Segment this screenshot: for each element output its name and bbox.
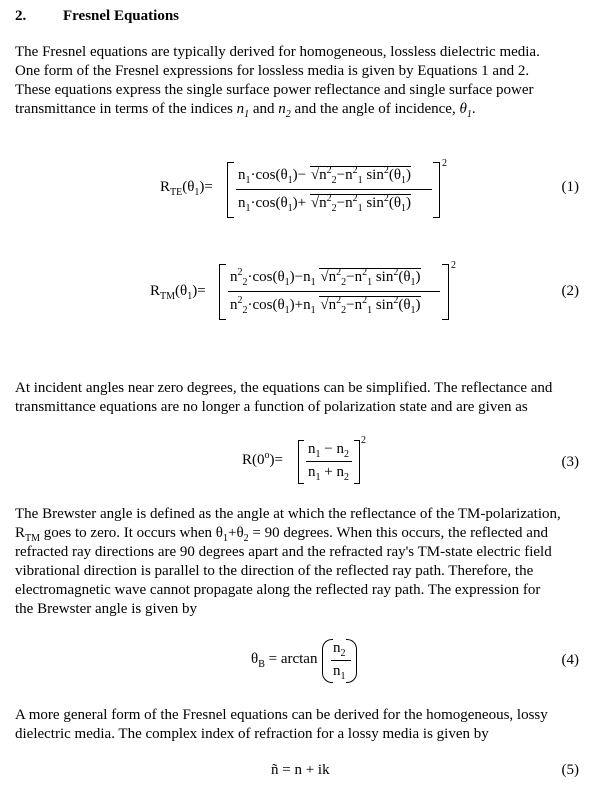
text-line: refracted ray directions are 90 degrees apart and the refracted ray's TM-state electric field <box>15 544 552 560</box>
eq2-power: 2 <box>451 260 456 271</box>
left-paren <box>322 639 333 683</box>
section-title: Fresnel Equations <box>63 8 179 24</box>
eq4-lhs: $\theta_B = \arctan$ <box>251 651 318 670</box>
eq2-lhs: $R_{TM}(\theta_1)=$ <box>150 283 206 302</box>
sqrt-radicand: $√n^2_2-n^2_1$ $\sin^2(\theta_1)$ <box>320 267 421 288</box>
sqrt-radicand: $√n^2_2-n^2_1$ $\sin^2(\theta_1)$ <box>310 165 412 186</box>
equation-1 <box>0 160 607 220</box>
paragraph-intro <box>15 43 595 119</box>
text-line: the Brewster angle is given by <box>15 601 198 617</box>
left-bracket <box>298 440 304 484</box>
right-paren <box>346 639 357 683</box>
section-number: 2. <box>15 8 27 24</box>
fraction-bar <box>228 291 440 292</box>
equation-number: (5) <box>561 762 579 778</box>
eq5-expression: ñ = n + ik <box>271 762 330 778</box>
eq3-denominator: $n_1 + n_2$ <box>308 464 349 483</box>
equation-2 <box>0 262 607 322</box>
eq2-numerator: $n^2_2\cdot\cos(\theta_1)-n_1$ $√n^2_2-n^2_1$ $\sin^2(\theta_1)$ <box>230 267 421 288</box>
eq2-denominator: $n^2_2\cdot\cos(\theta_1)+n_1$ $√n^2_2-n^2_1$ $\sin^2(\theta_1)$ <box>230 295 421 316</box>
eq4-numerator: $n_2$ <box>333 640 346 659</box>
equation-number: (4) <box>561 652 579 668</box>
equation-3 <box>0 435 607 488</box>
right-bracket <box>354 440 360 484</box>
right-bracket <box>433 162 440 218</box>
sqrt-radicand: $√n^2_2-n^2_1$ $\sin^2(\theta_1)$ <box>310 193 412 214</box>
eq1-power: 2 <box>442 158 447 169</box>
equation-number: (2) <box>561 283 579 299</box>
paragraph-brewster <box>15 505 595 619</box>
fraction-bar <box>236 189 432 190</box>
text-line: vibrational direction is parallel to the direction of the reflected ray path. Therefore, the <box>15 563 534 579</box>
text-line: A more general form of the Fresnel equations can be derived for the homogeneous, lossy <box>15 707 548 723</box>
eq3-power: 2 <box>361 435 366 446</box>
text-line: At incident angles near zero degrees, the equations can be simplified. The reflectance and <box>15 380 553 396</box>
equation-4 <box>0 638 607 688</box>
equation-number: (1) <box>561 179 579 195</box>
text-line: One form of the Fresnel expressions for lossless media is given by Equations 1 and 2. <box>15 63 530 79</box>
eq3-numerator: $n_1 - n_2$ <box>308 441 349 460</box>
text-line: transmittance in terms of the indices $n_1$ and $n_2$ and the angle of incidence, $\theta_1$. <box>15 101 476 120</box>
right-bracket <box>442 264 449 320</box>
fraction-bar <box>306 461 352 462</box>
sqrt-radicand: $√n^2_2-n^2_1$ $\sin^2(\theta_1)$ <box>320 295 421 316</box>
text-line: The Brewster angle is defined as the angle at which the reflectance of the TM-polarization, <box>15 506 561 522</box>
eq1-lhs: $R_{TE}(\theta_1)=$ <box>160 179 213 198</box>
paragraph-zero-angle <box>15 379 595 417</box>
eq1-denominator: $n_1\cdot\cos(\theta_1)+ √n^2_2-n^2_1$ $\sin^2(\theta_1)$ <box>238 193 412 214</box>
text-line: dielectric media. The complex index of refraction for a lossy media is given by <box>15 726 489 742</box>
text-line: These equations express the single surface power reflectance and single surface power <box>15 82 534 98</box>
eq4-denominator: $n_1$ <box>333 663 346 682</box>
equation-5 <box>0 760 607 784</box>
text-line: transmittance equations are no longer a function of polarization state and are given as <box>15 399 528 415</box>
text-line: electromagnetic wave cannot propagate along the reflected ray path. The expression for <box>15 582 541 598</box>
eq1-numerator: $n_1\cdot\cos(\theta_1)- √n^2_2-n^2_1$ $\sin^2(\theta_1)$ <box>238 165 412 186</box>
left-bracket <box>227 162 234 218</box>
section-heading <box>15 8 179 25</box>
fraction-bar <box>331 660 351 661</box>
equation-number: (3) <box>561 454 579 470</box>
text-line: $R_{TM}$ goes to zero. It occurs when $\theta_1+\theta_2 = 90$ degrees. When this occurs, the reflected and <box>15 525 548 544</box>
eq3-lhs: $R(0^o)=$ <box>242 450 283 468</box>
text-line: The Fresnel equations are typically derived for homogeneous, lossless dielectric media. <box>15 44 540 60</box>
paragraph-lossy <box>15 706 595 744</box>
left-bracket <box>219 264 226 320</box>
